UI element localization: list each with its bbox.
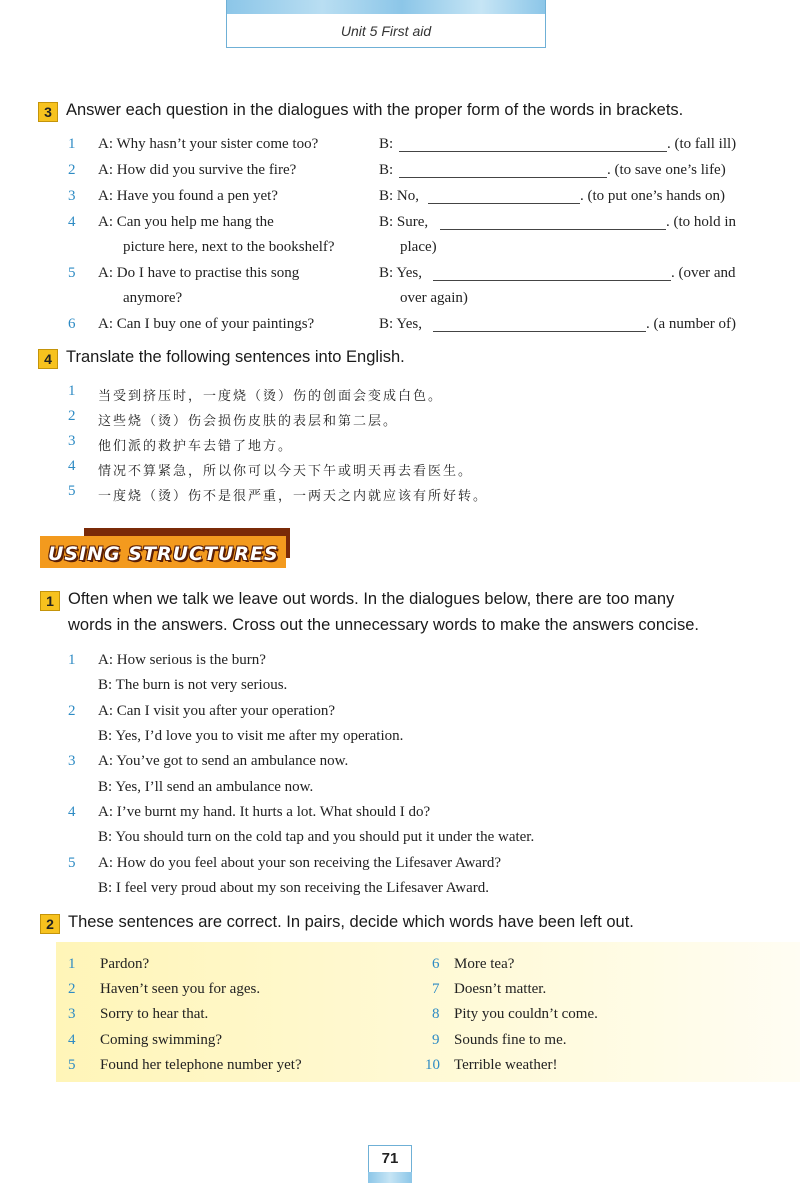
dialogue-line-a: A: You’ve got to send an ambulance now. xyxy=(98,753,349,769)
page-number: 71 xyxy=(368,1145,412,1172)
item-number: 3 xyxy=(68,1006,76,1022)
elliptical-sentence: Coming swimming? xyxy=(100,1032,223,1048)
chinese-sentence: 他们派的救护车去错了地方。 xyxy=(98,439,294,454)
dialogue-question: A: Have you found a pen yet? xyxy=(98,188,278,204)
answer-blank[interactable] xyxy=(399,151,667,152)
dialogue-line-b: B: You should turn on the cold tap and you should put it under the water. xyxy=(98,829,535,845)
dialogue-answer-prefix: B: Sure, xyxy=(379,214,429,230)
chinese-sentence: 一度烧（烫）伤不是很严重，一两天之内就应该有所好转。 xyxy=(98,489,489,504)
chinese-sentence: 这些烧（烫）伤会损伤皮肤的表层和第二层。 xyxy=(98,414,399,429)
page-number-decoration xyxy=(368,1172,412,1183)
dialogue-line-b: B: The burn is not very serious. xyxy=(98,677,288,693)
exercise-number-badge: 3 xyxy=(38,102,58,122)
item-number: 3 xyxy=(68,188,76,204)
dialogue-line-b: B: I feel very proud about my son receiving the Lifesaver Award. xyxy=(98,880,489,896)
dialogue-question-continued: anymore? xyxy=(123,290,183,306)
dialogue-line-b: B: Yes, I’d love you to visit me after my operation. xyxy=(98,728,404,744)
item-number: 6 xyxy=(68,316,76,332)
exercise-number-badge: 2 xyxy=(40,914,60,934)
dialogue-line-a: A: How serious is the burn? xyxy=(98,652,266,668)
chinese-sentence: 当受到挤压时，一度烧（烫）伤的创面会变成白色。 xyxy=(98,389,444,404)
header-decoration xyxy=(227,0,545,14)
item-number: 1 xyxy=(68,383,76,399)
item-number: 4 xyxy=(68,214,76,230)
dialogue-answer-prefix: B: No, xyxy=(379,188,420,204)
chinese-sentence: 情况不算紧急，所以你可以今天下午或明天再去看医生。 xyxy=(98,464,474,479)
dialogue-line-b: B: Yes, I’ll send an ambulance now. xyxy=(98,779,314,795)
elliptical-sentence: Pity you couldn’t come. xyxy=(454,1006,598,1022)
item-number: 8 xyxy=(432,1006,440,1022)
dialogue-answer-prefix: B: Yes, xyxy=(379,265,422,281)
item-number: 4 xyxy=(68,1032,76,1048)
item-number: 2 xyxy=(68,408,76,424)
banner-background xyxy=(40,536,286,568)
answer-blank[interactable] xyxy=(440,229,666,230)
item-number: 2 xyxy=(68,703,76,719)
answer-blank[interactable] xyxy=(399,177,607,178)
item-number: 5 xyxy=(68,265,76,281)
item-number: 10 xyxy=(425,1057,440,1073)
word-hint: . (to put one’s hands on) xyxy=(580,188,725,204)
item-number: 9 xyxy=(432,1032,440,1048)
answer-blank[interactable] xyxy=(433,331,646,332)
item-number: 1 xyxy=(68,136,76,152)
word-hint-continued: over again) xyxy=(400,290,468,306)
word-hint: . (a number of) xyxy=(646,316,736,332)
item-number: 2 xyxy=(68,162,76,178)
item-number: 3 xyxy=(68,433,76,449)
dialogue-question: A: How did you survive the fire? xyxy=(98,162,297,178)
exercise-instruction: These sentences are correct. In pairs, decide which words have been left out. xyxy=(68,913,634,931)
dialogue-line-a: A: How do you feel about your son receiving the Lifesaver Award? xyxy=(98,855,502,871)
item-number: 6 xyxy=(432,956,440,972)
dialogue-question: A: Do I have to practise this song xyxy=(98,265,300,281)
word-hint: . (to fall ill) xyxy=(667,136,737,152)
elliptical-sentence: Sorry to hear that. xyxy=(100,1006,209,1022)
item-number: 1 xyxy=(68,956,76,972)
item-number: 5 xyxy=(68,855,76,871)
exercise-instruction: Often when we talk we leave out words. In the dialogues below, there are too many xyxy=(68,590,675,608)
word-hint: . (over and xyxy=(671,265,736,281)
dialogue-question-continued: picture here, next to the bookshelf? xyxy=(123,239,335,255)
dialogue-line-a: A: I’ve burnt my hand. It hurts a lot. What should I do? xyxy=(98,804,431,820)
exercise-instruction: Translate the following sentences into English. xyxy=(66,348,405,366)
answer-blank[interactable] xyxy=(433,280,671,281)
item-number: 5 xyxy=(68,1057,76,1073)
word-hint: . (to hold in xyxy=(666,214,736,230)
elliptical-sentence: Found her telephone number yet? xyxy=(100,1057,302,1073)
unit-title: Unit 5 First aid xyxy=(340,23,432,39)
elliptical-sentence: More tea? xyxy=(454,956,515,972)
item-number: 4 xyxy=(68,804,76,820)
exercise-number-badge: 1 xyxy=(40,591,60,611)
item-number: 5 xyxy=(68,483,76,499)
dialogue-question: A: Can I buy one of your paintings? xyxy=(98,316,315,332)
answer-blank[interactable] xyxy=(428,203,580,204)
section-title: USING STRUCTURES xyxy=(48,543,279,565)
item-number: 4 xyxy=(68,458,76,474)
item-number: 1 xyxy=(68,652,76,668)
dialogue-question: A: Why hasn’t your sister come too? xyxy=(98,136,319,152)
elliptical-sentence: Pardon? xyxy=(100,956,150,972)
dialogue-answer-prefix: B: Yes, xyxy=(379,316,422,332)
item-number: 3 xyxy=(68,753,76,769)
dialogue-answer-prefix: B: xyxy=(379,136,394,152)
elliptical-sentence: Terrible weather! xyxy=(454,1057,558,1073)
word-hint: . (to save one’s life) xyxy=(607,162,726,178)
dialogue-answer-prefix: B: xyxy=(379,162,394,178)
word-hint-continued: place) xyxy=(400,239,437,255)
section-banner xyxy=(40,528,290,568)
dialogue-question: A: Can you help me hang the xyxy=(98,214,274,230)
exercise-number-badge: 4 xyxy=(38,349,58,369)
exercise-instruction: Answer each question in the dialogues with the proper form of the words in brackets. xyxy=(66,101,684,119)
elliptical-sentence: Sounds fine to me. xyxy=(454,1032,567,1048)
dialogue-line-a: A: Can I visit you after your operation? xyxy=(98,703,336,719)
item-number: 7 xyxy=(432,981,440,997)
unit-header xyxy=(226,0,546,48)
exercise-instruction-continued: words in the answers. Cross out the unnecessary words to make the answers concise. xyxy=(68,616,699,634)
elliptical-sentence: Haven’t seen you for ages. xyxy=(100,981,261,997)
item-number: 2 xyxy=(68,981,76,997)
elliptical-sentence: Doesn’t matter. xyxy=(454,981,547,997)
